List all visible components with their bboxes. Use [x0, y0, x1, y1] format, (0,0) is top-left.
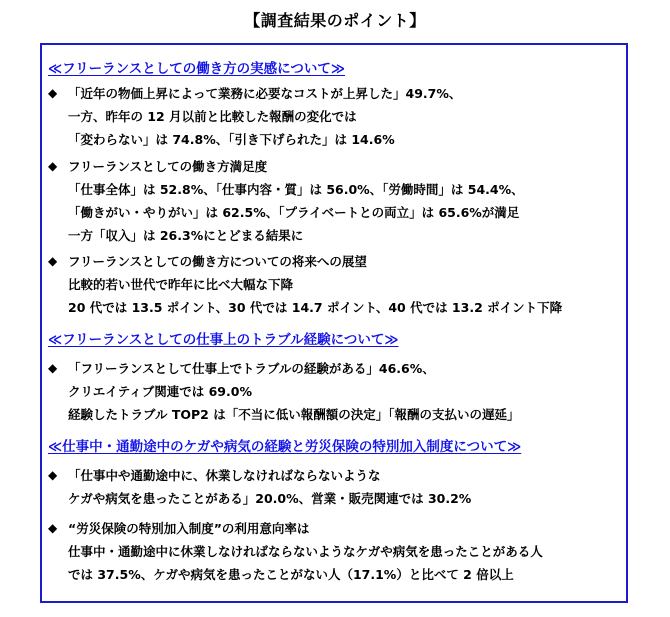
bullet-text: 「仕事中や通勤途中に、休業しなければならないような — [68, 468, 381, 483]
bullet-text: 「フリーランスとして仕事上でトラブルの経験がある」46.6%、 — [68, 361, 435, 376]
bullet-diamond-icon: ◆ — [48, 86, 58, 100]
bullet-text: ケガや病気を患ったことがある」20.0%、営業・販売関連では 30.2% — [68, 491, 472, 506]
section-heading-freelance-experience: ≪フリーランスとしての働き方の実感について≫ — [48, 61, 346, 77]
bullet-text: フリーランスとしての働き方についての将来への展望 — [68, 254, 367, 269]
bullet-diamond-icon: ◆ — [48, 361, 58, 375]
bullet-text: 「働きがい・やりがい」は 62.5%、「プライベートとの両立」は 65.6%が満足 — [68, 205, 520, 220]
bullet-diamond-icon: ◆ — [48, 521, 58, 535]
bullet-text: 20 代では 13.5 ポイント、30 代では 14.7 ポイント、40 代では 13.2 ポイント下降 — [68, 300, 563, 315]
bullet-text: 経験したトラブル TOP2 は「不当に低い報酬額の決定」「報酬の支払いの遅延」 — [68, 407, 520, 422]
bullet-text: 「近年の物価上昇によって業務に必要なコストが上昇した」49.7%、 — [68, 86, 462, 101]
section-heading-work-trouble: ≪フリーランスとしての仕事上のトラブル経験について≫ — [48, 332, 399, 348]
bullet-text: クリエイティブ関連では 69.0% — [68, 384, 252, 399]
bullet-text: 一方「収入」は 26.3%にとどまる結果に — [68, 228, 304, 243]
bullet-text: フリーランスとしての働き方満足度 — [68, 159, 268, 174]
section-heading-injury-insurance: ≪仕事中・通勤途中のケガや病気の経験と労災保険の特別加入制度について≫ — [48, 439, 522, 455]
page-title: 【調査結果のポイント】 — [244, 11, 426, 30]
bullet-text: 「仕事全体」は 52.8%、「仕事内容・質」は 56.0%、「労働時間」は 54.4%、 — [68, 182, 524, 197]
bullet-diamond-icon: ◆ — [48, 254, 58, 268]
bullet-diamond-icon: ◆ — [48, 468, 58, 482]
bullet-text: 一方、昨年の 12 月以前と比較した報酬の変化では — [68, 109, 357, 124]
bullet-text: “労災保険の特別加入制度”の利用意向率は — [68, 521, 310, 536]
bullet-text: 仕事中・通勤途中に休業しなければならないようなケガや病気を患ったことがある人 — [68, 544, 543, 559]
bullet-text: では 37.5%、ケガや病気を患ったことがない人（17.1%）と比べて 2 倍以上 — [68, 567, 514, 582]
bullet-diamond-icon: ◆ — [48, 159, 58, 173]
bullet-text: 「変わらない」は 74.8%、「引き下げられた」は 14.6% — [68, 132, 395, 147]
bullet-text: 比較的若い世代で昨年に比べ大幅な下降 — [68, 277, 294, 292]
